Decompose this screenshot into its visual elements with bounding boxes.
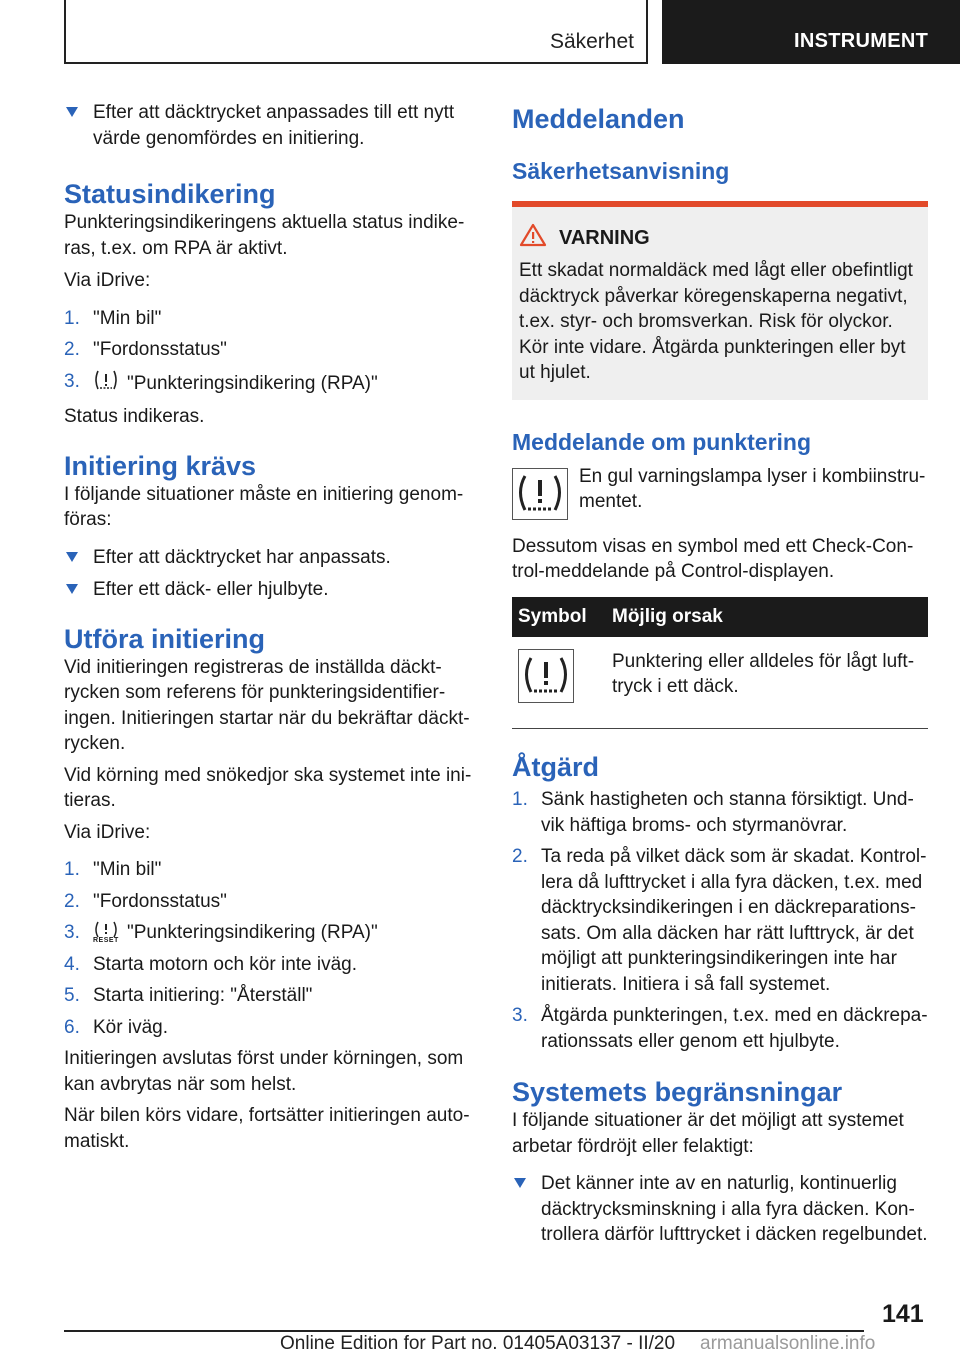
list-item: 2. "Fordonsstatus" bbox=[64, 339, 227, 360]
paragraph: Via iDrive: bbox=[64, 821, 151, 843]
lamp-row bbox=[512, 464, 928, 524]
heading-meddelanden: Meddelanden bbox=[512, 104, 685, 134]
list-item: Det känner inte av en naturlig, kontinuerlig däcktrycksminskning i alla fyra däcken. Kontrollera därför lufttrycket i däcken regelbundet. bbox=[512, 1171, 928, 1248]
list-item: 1. "Min bil" bbox=[64, 859, 162, 880]
heading-atgard: Åtgärd bbox=[512, 752, 599, 782]
table-cell-symbol bbox=[512, 637, 606, 729]
table-header: Symbol bbox=[512, 597, 606, 637]
paragraph: Punkteringsindikeringens aktuella status indikeras, t.ex. om RPA är aktivt. bbox=[64, 212, 465, 259]
heading-meddelande-om-punktering: Meddelande om punktering bbox=[512, 428, 812, 455]
warning-title: VARNING bbox=[559, 227, 921, 250]
paragraph: Initieringen avslutas först under körningen, som kan avbrytas när som helst. bbox=[64, 1048, 464, 1095]
list-item: 2. "Fordonsstatus" bbox=[64, 890, 227, 912]
paragraph: Status indikeras. bbox=[64, 406, 205, 427]
bullet-triangle-icon bbox=[66, 584, 78, 594]
bullet-list bbox=[64, 545, 476, 603]
bullet-triangle-icon bbox=[514, 1178, 526, 1188]
list-item: 1. "Min bil" bbox=[64, 307, 162, 329]
table-header-row bbox=[512, 597, 928, 637]
list-item: 3. Åtgärda punkteringen, t.ex. med en däckreparationssats eller genom ett hjulbyte. bbox=[512, 1005, 928, 1052]
heading-systemets-begransningar: Systemets begränsningar bbox=[512, 1077, 843, 1107]
heading-utfora-initiering: Utföra initiering bbox=[64, 623, 265, 654]
list-item: 5. Starta initiering: "Återställ" bbox=[64, 985, 313, 1006]
paragraph: När bilen körs vidare, fortsätter initieringen automatiskt. bbox=[64, 1105, 470, 1152]
header-section-label: Säkerhet bbox=[549, 30, 634, 53]
numbered-list bbox=[512, 787, 928, 1054]
numbered-list bbox=[64, 857, 476, 1040]
list-item bbox=[64, 100, 476, 151]
bullet-triangle-icon bbox=[66, 107, 78, 117]
warning-box bbox=[512, 201, 928, 400]
list-item: 1. Sänk hastigheten och stanna försiktigt. Undvik häftiga broms- och styrmanövrar. bbox=[512, 789, 914, 836]
tire-pressure-warning-icon bbox=[512, 468, 568, 525]
tire-pressure-warning-icon bbox=[518, 649, 574, 703]
lamp-text: En gul varningslampa lyser i kombiinstrumentet. bbox=[579, 465, 926, 512]
list-item: Efter att däcktrycket har anpassats. bbox=[64, 545, 476, 571]
list-item: 3. RESET "Punkteringsindikering (RPA)" bbox=[64, 922, 378, 944]
header-chapter-tab bbox=[662, 0, 960, 64]
warning-triangle-icon bbox=[519, 223, 547, 247]
tire-warning-icon bbox=[93, 369, 119, 399]
bullet-triangle-icon bbox=[66, 552, 78, 562]
paragraph: Via iDrive: bbox=[64, 270, 151, 291]
paragraph: I följande situationer måste en initiering genomföras: bbox=[64, 483, 464, 530]
table-row bbox=[512, 637, 928, 729]
watermark-text: armanualsonline.info bbox=[700, 1333, 876, 1354]
list-item-text: Efter att däcktrycket anpassades till ett nytt värde genomfördes en initiering. bbox=[93, 102, 455, 149]
table-cell-cause: Punktering eller alldeles för lågt lufttryck i ett däck. bbox=[606, 637, 928, 729]
bullet-list bbox=[512, 1171, 928, 1248]
paragraph: I följande situationer är det möjligt att systemet arbetar fördröjt eller felaktigt: bbox=[512, 1110, 904, 1157]
header-section-tab bbox=[64, 0, 648, 64]
tire-reset-icon bbox=[93, 921, 119, 945]
heading-statusindikering: Statusindikering bbox=[64, 179, 276, 209]
numbered-list bbox=[64, 306, 476, 399]
warning-text: Ett skadat normaldäck med lågt eller obefintligt däcktryck påverkar köregenskaperna negativt, t.ex. styr- och bromsverkan. Risk för olyckor. Kör inte vidare. Åtgärda punkteringen eller byt ut hjulet. bbox=[519, 260, 913, 383]
list-item: 2. Ta reda på vilket däck som är skadat. Kontrollera då lufttrycket i alla fyra däcken, t.ex. med däcktrycksindikeringen i en däckreparationssats. Om alla däcken har rätt lufttryck, är det möjligt att punkteringsindikeringen inte har initierats. Initiera i så fall systemet. bbox=[512, 846, 927, 995]
heading-initiering-kravs: Initiering krävs bbox=[64, 450, 257, 481]
paragraph: Dessutom visas en symbol med ett Check-Control-meddelande på Control-displayen. bbox=[512, 535, 914, 582]
heading-sakerhetsanvisning: Säkerhetsanvisning bbox=[512, 158, 730, 184]
header-chapter-label: INSTRUMENT bbox=[794, 30, 929, 52]
list-item: 4. Starta motorn och kör inte iväg. bbox=[64, 953, 358, 975]
reset-label: RESET bbox=[93, 936, 119, 944]
list-item: 6. Kör iväg. bbox=[64, 1016, 168, 1038]
paragraph: Vid initieringen registreras de inställda däcktrycken som referens för punkteringsidentifieringen. Initieringen startar när du bekräftar däcktrycken. bbox=[64, 656, 470, 754]
table-header: Möjlig orsak bbox=[606, 597, 928, 637]
right-column bbox=[512, 100, 928, 1248]
footer-divider bbox=[64, 1330, 864, 1332]
edition-text: Online Edition for Part no. 01405A03137 - II/20 bbox=[280, 1333, 676, 1354]
left-column bbox=[64, 100, 476, 1154]
list-item: Efter ett däck- eller hjulbyte. bbox=[64, 577, 476, 603]
paragraph: Vid körning med snökedjor ska systemet inte initieras. bbox=[64, 764, 472, 811]
page-number: 141 bbox=[882, 1300, 924, 1328]
list-item: 3. "Punkteringsindikering (RPA)" bbox=[64, 369, 476, 399]
symbol-table bbox=[512, 597, 928, 730]
